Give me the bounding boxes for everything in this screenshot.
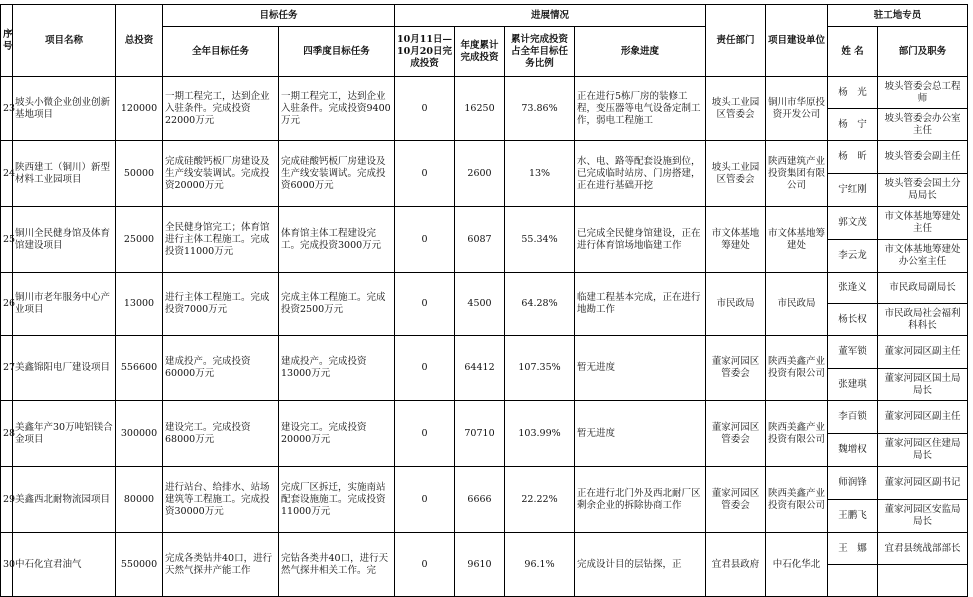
cell-period-investment: 0: [395, 141, 455, 207]
cell-cumulative-ratio: 22.22%: [505, 467, 575, 533]
cell-responsible-dept: 董家河园区管委会: [706, 336, 766, 401]
cell-project-name: 美鑫锦阳电厂建设项目: [13, 336, 116, 401]
cell-annual-cumulative: 70710: [455, 401, 505, 467]
cell-total-investment: 13000: [116, 273, 163, 336]
table-row: [1, 207, 968, 240]
cell-period-investment: 0: [395, 207, 455, 273]
cell-commissioner-name: 郭文茂: [828, 207, 878, 240]
cell-total-investment: 25000: [116, 207, 163, 273]
cell-commissioner-title: [878, 565, 968, 597]
cell-annual-target: 进行站台、给排水、站场建筑等工程施工。完成投资30000万元: [163, 467, 279, 533]
cell-period-investment: 0: [395, 336, 455, 401]
cell-q4-target: 完成主体工程施工。完成投资2500万元: [279, 273, 395, 336]
cell-seq: 26: [1, 273, 13, 336]
cell-commissioner-name: 李百锁: [828, 401, 878, 434]
cell-commissioner-name: 杨 宁: [828, 109, 878, 141]
cell-construction-unit: 陕西美鑫产业投资有限公司: [766, 467, 828, 533]
cell-period-investment: 0: [395, 273, 455, 336]
cell-period-investment: 0: [395, 533, 455, 597]
cell-commissioner-name: 王 娜: [828, 533, 878, 565]
cell-cumulative-ratio: 73.86%: [505, 77, 575, 141]
cell-responsible-dept: 市文体基地筹建处: [706, 207, 766, 273]
table-row: [1, 273, 968, 304]
cell-responsible-dept: 董家河园区管委会: [706, 401, 766, 467]
project-progress-table: [0, 4, 968, 597]
table-body: [1, 77, 968, 597]
cell-annual-target: 一期工程完工，达到企业入驻条件。完成投资22000万元: [163, 77, 279, 141]
cell-commissioner-title: 坡头管委会国土分局局长: [878, 174, 968, 207]
cell-total-investment: 550000: [116, 533, 163, 597]
cell-commissioner-title: 宜君县统战部部长: [878, 533, 968, 565]
header-dept-and-title: 部门及职务: [878, 27, 968, 77]
cell-visual-progress: 暂无进度: [575, 401, 706, 467]
cell-q4-target: 体育馆主体工程建设完工。完成投资3000万元: [279, 207, 395, 273]
cell-visual-progress: 正在进行5栋厂房的装修工程，变压器等电气设备定制工作，弱电工程施工: [575, 77, 706, 141]
header-target-group: 目标任务: [163, 5, 395, 27]
cell-annual-target: 建设完工。完成投资68000万元: [163, 401, 279, 467]
cell-commissioner-title: 坡头管委会副主任: [878, 141, 968, 174]
cell-annual-cumulative: 9610: [455, 533, 505, 597]
cell-annual-target: 进行主体工程施工。完成投资7000万元: [163, 273, 279, 336]
cell-project-name: 中石化宜君油气: [13, 533, 116, 597]
cell-project-name: 美鑫西北耐物流园项目: [13, 467, 116, 533]
cell-commissioner-name: 张逢义: [828, 273, 878, 304]
cell-q4-target: 完成硅酸钙板厂房建设及生产线安装调试。完成投资6000万元: [279, 141, 395, 207]
cell-q4-target: 建成投产。完成投资13000万元: [279, 336, 395, 401]
cell-seq: 24: [1, 141, 13, 207]
cell-period-investment: 0: [395, 401, 455, 467]
cell-cumulative-ratio: 107.35%: [505, 336, 575, 401]
header-cumulative-ratio: 累计完成投资占全年目标任务比例: [505, 27, 575, 77]
header-q4-target: 四季度目标任务: [279, 27, 395, 77]
cell-commissioner-name: 师润锋: [828, 467, 878, 500]
cell-commissioner-title: 坡头管委会总工程师: [878, 77, 968, 109]
cell-cumulative-ratio: 64.28%: [505, 273, 575, 336]
cell-responsible-dept: 宜君县政府: [706, 533, 766, 597]
cell-q4-target: 一期工程完工，达到企业入驻条件。完成投资9400万元: [279, 77, 395, 141]
cell-q4-target: 完钻各类井40口，进行天然气探井相关工作。完: [279, 533, 395, 597]
cell-cumulative-ratio: 103.99%: [505, 401, 575, 467]
cell-visual-progress: 水、电、路等配套设施到位，已完成临时站房、门房搭建，正在进行基础开挖: [575, 141, 706, 207]
cell-construction-unit: 陕西美鑫产业投资有限公司: [766, 336, 828, 401]
cell-commissioner-title: 董家河园区副主任: [878, 401, 968, 434]
cell-visual-progress: 正在进行北门外及西北耐厂区剩余企业的拆除协商工作: [575, 467, 706, 533]
cell-project-name: 陕西建工（铜川）新型材料工业园项目: [13, 141, 116, 207]
header-annual-target: 全年目标任务: [163, 27, 279, 77]
cell-annual-cumulative: 6087: [455, 207, 505, 273]
cell-commissioner-title: 市民政局社会福利科科长: [878, 304, 968, 336]
cell-commissioner-title: 董家河园区副书记: [878, 467, 968, 500]
cell-seq: 23: [1, 77, 13, 141]
cell-commissioner-name: [828, 565, 878, 597]
cell-commissioner-name: 李云龙: [828, 240, 878, 273]
cell-responsible-dept: 坡头工业园区管委会: [706, 77, 766, 141]
cell-seq: 25: [1, 207, 13, 273]
cell-annual-cumulative: 4500: [455, 273, 505, 336]
header-responsible-dept: 责任部门: [706, 5, 766, 77]
header-seq: 序号: [1, 5, 13, 77]
cell-q4-target: 完成厂区拆迁，实施南站配套设施施工。完成投资11000万元: [279, 467, 395, 533]
header-name: 姓 名: [828, 27, 878, 77]
cell-construction-unit: 陕西美鑫产业投资有限公司: [766, 401, 828, 467]
cell-seq: 27: [1, 336, 13, 401]
cell-construction-unit: 中石化华北: [766, 533, 828, 597]
cell-total-investment: 300000: [116, 401, 163, 467]
cell-period-investment: 0: [395, 77, 455, 141]
table-row: [1, 401, 968, 434]
cell-total-investment: 556600: [116, 336, 163, 401]
cell-responsible-dept: 董家河园区管委会: [706, 467, 766, 533]
cell-annual-cumulative: 16250: [455, 77, 505, 141]
cell-annual-target: 完成各类钻井40口，进行天然气探井产能工作: [163, 533, 279, 597]
cell-commissioner-name: 董军锁: [828, 336, 878, 369]
cell-visual-progress: 临建工程基本完成，正在进行地勘工作: [575, 273, 706, 336]
cell-commissioner-name: 杨 昕: [828, 141, 878, 174]
header-project-name: 项目名称: [13, 5, 116, 77]
cell-seq: 30: [1, 533, 13, 597]
cell-commissioner-title: 董家河园区副主任: [878, 336, 968, 369]
cell-commissioner-name: 宁红刚: [828, 174, 878, 207]
cell-responsible-dept: 市民政局: [706, 273, 766, 336]
table-row: [1, 533, 968, 565]
cell-commissioner-name: 王鹏飞: [828, 500, 878, 533]
cell-project-name: 铜川全民健身馆及体育馆建设项目: [13, 207, 116, 273]
cell-project-name: 美鑫年产30万吨铝镁合金项目: [13, 401, 116, 467]
header-commissioner-group: 驻工地专员: [828, 5, 968, 27]
cell-construction-unit: 铜川市华原投资开发公司: [766, 77, 828, 141]
cell-commissioner-name: 杨长权: [828, 304, 878, 336]
cell-annual-target: 完成硅酸钙板厂房建设及生产线安装调试。完成投资20000万元: [163, 141, 279, 207]
cell-annual-cumulative: 64412: [455, 336, 505, 401]
cell-construction-unit: 陕西建筑产业投资集团有限公司: [766, 141, 828, 207]
cell-annual-target: 建成投产。完成投资60000万元: [163, 336, 279, 401]
cell-commissioner-name: 张建琪: [828, 369, 878, 401]
cell-total-investment: 80000: [116, 467, 163, 533]
table-row: [1, 141, 968, 174]
header-construction-unit: 项目建设单位: [766, 5, 828, 77]
cell-responsible-dept: 坡头工业园区管委会: [706, 141, 766, 207]
cell-construction-unit: 市民政局: [766, 273, 828, 336]
cell-cumulative-ratio: 55.34%: [505, 207, 575, 273]
cell-annual-target: 全民健身馆完工；体育馆进行主体工程施工。完成投资11000万元: [163, 207, 279, 273]
cell-period-investment: 0: [395, 467, 455, 533]
cell-commissioner-title: 董家河园区住建局局长: [878, 434, 968, 467]
header-period-investment: 10月11日—10月20日完成投资: [395, 27, 455, 77]
cell-annual-cumulative: 6666: [455, 467, 505, 533]
cell-construction-unit: 市文体基地筹建处: [766, 207, 828, 273]
cell-seq: 28: [1, 401, 13, 467]
cell-commissioner-title: 市文体基地筹建处办公室主任: [878, 240, 968, 273]
table-row: [1, 467, 968, 500]
table-row: [1, 336, 968, 369]
cell-commissioner-title: 市文体基地筹建处主任: [878, 207, 968, 240]
cell-commissioner-name: 杨 光: [828, 77, 878, 109]
cell-q4-target: 建设完工。完成投资20000万元: [279, 401, 395, 467]
cell-total-investment: 50000: [116, 141, 163, 207]
cell-visual-progress: 暂无进度: [575, 336, 706, 401]
header-total-investment: 总投资: [116, 5, 163, 77]
header-visual-progress: 形象进度: [575, 27, 706, 77]
cell-commissioner-title: 董家河园区国土局局长: [878, 369, 968, 401]
cell-visual-progress: 完成设计目的层钻探，正: [575, 533, 706, 597]
cell-cumulative-ratio: 96.1%: [505, 533, 575, 597]
cell-project-name: 坡头小微企业创业创新基地项目: [13, 77, 116, 141]
cell-project-name: 铜川市老年服务中心产业项目: [13, 273, 116, 336]
cell-commissioner-title: 董家河园区安监局局长: [878, 500, 968, 533]
cell-annual-cumulative: 2600: [455, 141, 505, 207]
cell-total-investment: 120000: [116, 77, 163, 141]
header-progress-group: 进展情况: [395, 5, 706, 27]
cell-cumulative-ratio: 13%: [505, 141, 575, 207]
table-header: [1, 5, 968, 77]
cell-commissioner-title: 坡头管委会办公室主任: [878, 109, 968, 141]
cell-visual-progress: 已完成全民健身馆建设，正在进行体育馆场地临建工作: [575, 207, 706, 273]
header-annual-cumulative: 年度累计完成投资: [455, 27, 505, 77]
cell-seq: 29: [1, 467, 13, 533]
cell-commissioner-name: 魏增权: [828, 434, 878, 467]
cell-commissioner-title: 市民政局副局长: [878, 273, 968, 304]
table-row: [1, 77, 968, 109]
